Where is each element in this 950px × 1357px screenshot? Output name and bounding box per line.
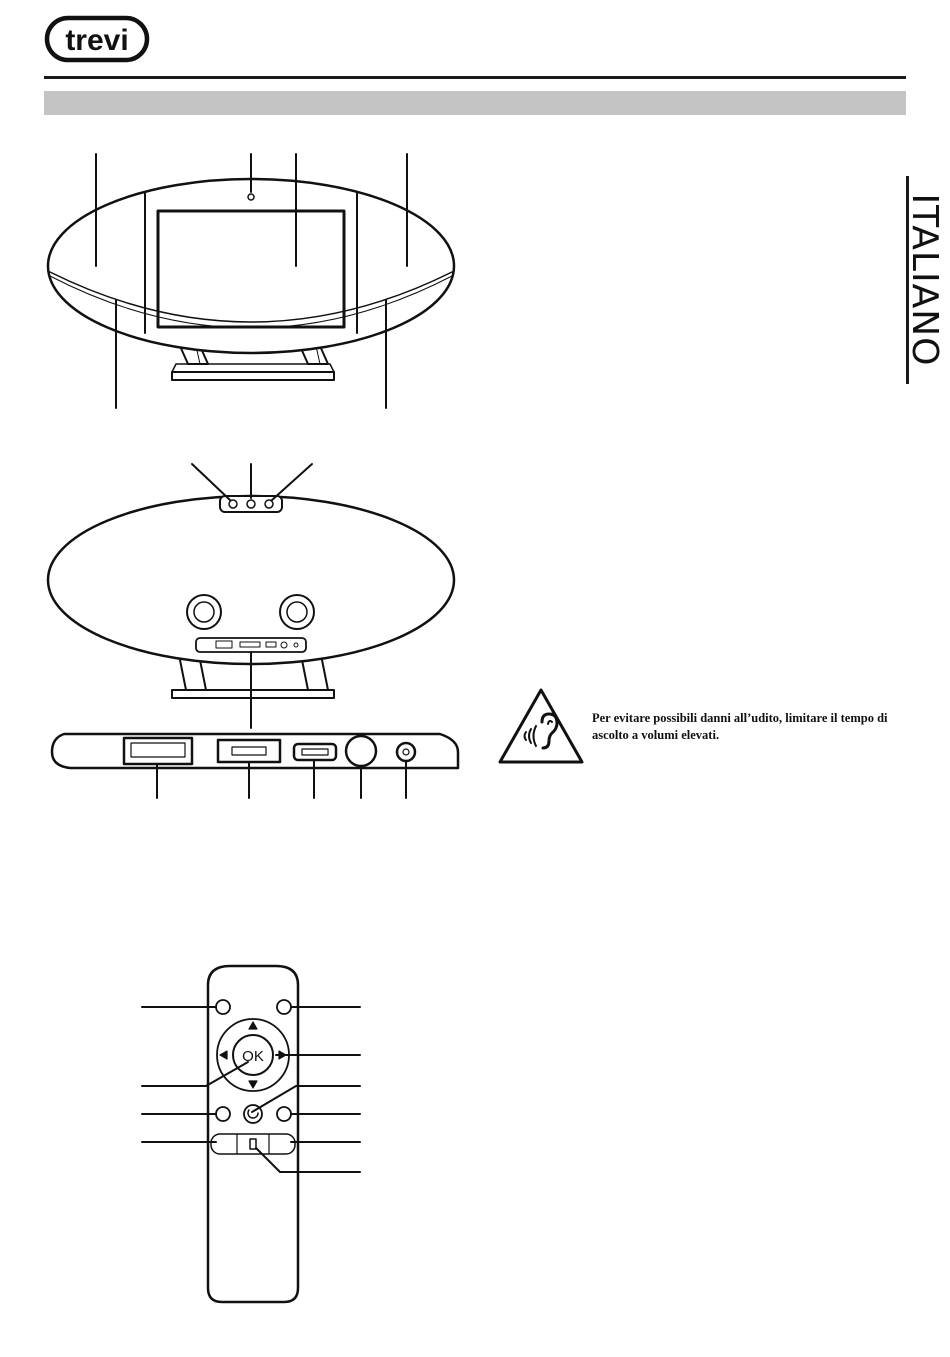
svg-text:trevi: trevi (65, 24, 129, 57)
remote-control (208, 966, 298, 1302)
remote-ok-label: OK (242, 1048, 264, 1065)
hearing-warning-text: Per evitare possibili danni all’udito, limitare il tempo di ascolto a volumi elevati. (592, 711, 888, 742)
language-tab-label: ITALIANO (904, 193, 945, 367)
speaker-front-view (48, 179, 454, 380)
hearing-warning-icon (496, 686, 586, 766)
connector-panel (52, 734, 458, 768)
